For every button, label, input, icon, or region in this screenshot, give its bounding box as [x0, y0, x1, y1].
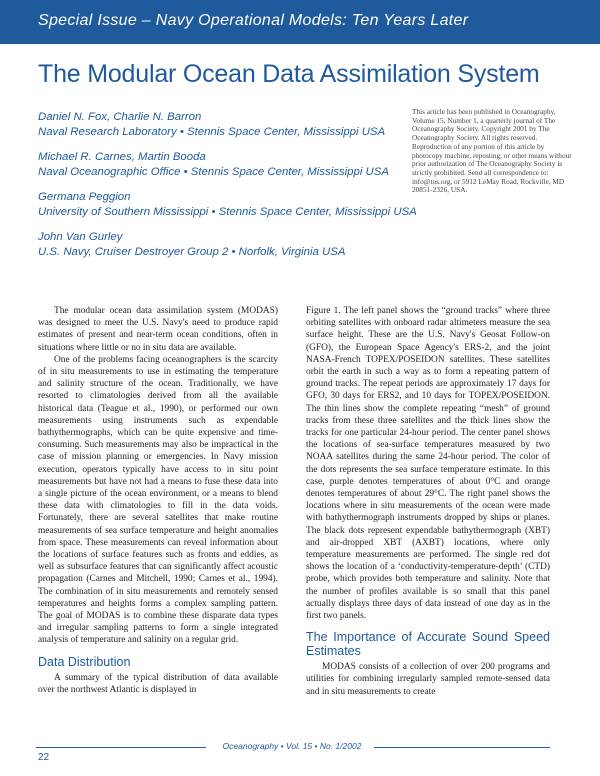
body-paragraph: A summary of the typical distribution of data available over the northwest Atlantic is displayed in [38, 672, 278, 695]
author-names: Daniel N. Fox, Charlie N. Barron [38, 111, 202, 123]
body-paragraph: Figure 1. The left panel shows the “ground tracks” where three orbiting satellites with onboard radar altimeters measure the sea surface height. These are the U.S. Navy's Geosat Follow-on (GFO), the European Space Agency's ERS-2, and the joint NASA-French TOPEX/POSEIDON satellites. These satellites orbit the earth in such a way as to form a repeating pattern of ground tracks. The repeat periods are approximately 17 days for GFO, 30 days for ERS2, and 10 days for TOPEX/POSEIDON. The thin lines show the complete repeating “mesh” of ground tracks from these three satellites and the thick lines show the tracks for one particular 24-hour period. The center panel shows the locations of sea-surface temperatures measured by two NOAA satellites during the same 24-hour period. The color of the dots represents the sea surface temperature estimate. In this case, purple denotes temperatures of about 0°C and orange denotes temperatures of about 29°C. The right panel shows the locations where in situ measurements of the ocean were made with bathythermograph instruments dropped by ships or planes. The black dots represent expendable bathythermograph (XBT) and air-dropped XBT (AXBT) locations, where only temperature measurements are performed. The single red dot shows the location of a ‘conductivity-temperature-depth’ (CTD) probe, which provides both temperature and salinity. Note that the number of profiles available is so small that this panel actually displays three days of data instead of one day as in the first two panels. [306, 306, 550, 622]
author-names: John Van Gurley [38, 231, 123, 243]
author-group [38, 190, 417, 219]
body-paragraph: One of the problems facing oceanographers is the scarcity of in situ measurements to use in estimating the temperature and salinity structure of the ocean. Traditionally, we have resorted to climatologies derived from all the available historical data (Teague et al., 1990), or performed our own measurements using instruments such as expendable bathythermographs, which can be quite expensive and time-consuming. Such measurements may also be impractical in the case of mission planning or emergencies. In Navy mission execution, operators typically have access to in situ point measurements but have not had a means to fuse these data into a single picture of the ocean environment, or a means to blend these data with climatologies to fill in the data voids. Fortunately, there are several satellites that make routine measurements of sea surface temperature and height anomalies from space. These measurements can reveal information about the locations of surface features such as fronts and eddies, as well as subsurface features that can significantly affect acoustic propagation (Carnes and Mitchell, 1990; Carnes et al., 1994). The combination of in situ measurements and remotely sensed temperatures and heights forms a complex sampling pattern. The goal of MODAS is to combine these disparate data types and irregular sampling patterns to form a single integrated analysis of temperature and salinity on a regular grid. [38, 354, 278, 646]
body-column-left [38, 305, 278, 696]
header-bar [0, 0, 600, 44]
author-group [38, 110, 393, 139]
article-title: The Modular Ocean Data Assimilation System [38, 60, 540, 88]
author-group [38, 230, 393, 259]
author-affiliation: Naval Research Laboratory • Stennis Space Center, Mississippi USA [38, 125, 386, 138]
author-affiliation: University of Southern Mississippi • Stennis Space Center, Mississippi USA [38, 205, 417, 218]
author-names: Germana Peggion [38, 191, 131, 203]
publication-note: This article has been published in Oceanography, Volume 15, Number 1, a quarterly journal of The Oceanography Society. Copyright 2001 by The Oceanography Society. All rights reserved. Reproduction of any portion of this article by photocopy machine, reposting, or other means without prior authorization of The Oceanography Society is strictly prohibited. Send all correspondence to: info@tos.org, or 5912 LeMay Road, Rockville, MD 20851-2326, USA. [412, 107, 572, 195]
footer-journal: Oceanography • Vol. 15 • No. 1/2002 [222, 741, 362, 751]
section-heading: The Importance of Accurate Sound Speed Estimates [306, 630, 550, 659]
author-affiliation: U.S. Navy, Cruiser Destroyer Group 2 • Norfolk, Virginia USA [38, 245, 346, 258]
body-column-right [306, 305, 550, 698]
author-list [38, 110, 417, 270]
author-names: Michael R. Carnes, Martin Booda [38, 151, 206, 163]
footer-rule-right [374, 747, 550, 748]
body-paragraph: MODAS consists of a collection of over 200 programs and utilities for combining irregularly sampled remote-sensed data and in situ measurements to create [306, 662, 550, 697]
footer-rule-left [36, 747, 206, 748]
body-paragraph: The modular ocean data assimilation system (MODAS) was designed to meet the U.S. Navy's need to produce rapid estimates of present and near-term ocean conditions, often in situations where little or no in situ data are available. [38, 306, 278, 353]
author-affiliation: Naval Oceanographic Office • Stennis Space Center, Mississippi USA [38, 165, 389, 178]
author-group [38, 150, 393, 179]
issue-title: Special Issue – Navy Operational Models: Ten Years Later [38, 12, 469, 29]
page-number: 22 [38, 752, 50, 763]
section-heading: Data Distribution [38, 654, 131, 669]
